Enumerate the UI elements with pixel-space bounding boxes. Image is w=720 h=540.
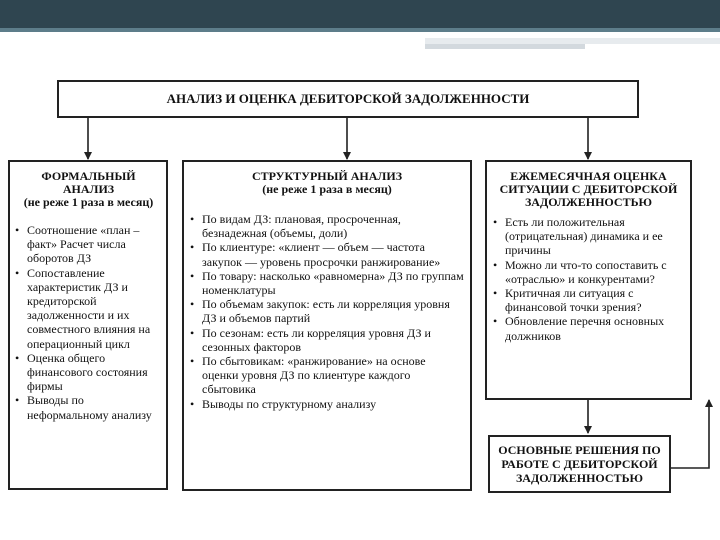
monthly-assessment-title: ЕЖЕМЕСЯЧНАЯ ОЦЕНКА СИТУАЦИИ С ДЕБИТОРСКОЙ ЗАДОЛЖЕННОСТЬЮ <box>499 169 678 209</box>
formal-analysis-box <box>8 160 168 490</box>
main-decisions-box <box>488 435 671 493</box>
list-item: • Обновление перечня основных должников <box>493 314 684 342</box>
header-title: АНАЛИЗ И ОЦЕНКА ДЕБИТОРСКОЙ ЗАДОЛЖЕННОСТИ <box>166 91 530 106</box>
list-item: • По сбытовикам: «ранжирование» на основе оценки уровня ДЗ по клиентуре каждого сбытовика <box>190 354 464 397</box>
structural-analysis-title: СТРУКТУРНЫЙ АНАЛИЗ (не реже 1 раза в месяц) <box>251 169 403 196</box>
list-item: • Соотношение «план – факт» Расчет числа оборотов ДЗ <box>15 223 162 266</box>
list-item: • Есть ли положительная (отрицательная) динамика и ее причины <box>493 215 684 258</box>
list-item: • По товару: насколько «равномерна» ДЗ по группам номенклатуры <box>190 269 464 297</box>
list-item: • Можно ли что-то сопоставить с «отраслью» и конкурентами? <box>493 258 684 286</box>
list-item: • Оценка общего финансового состояния фирмы <box>15 351 162 394</box>
list-item: • Критичная ли ситуация с финансовой точки зрения? <box>493 286 684 314</box>
list-item: • Выводы по неформальному анализу <box>15 393 162 421</box>
list-item: • Сопоставление характеристик ДЗ и кредиторской задолженности и их совместного влияния на операционный цикл <box>15 266 162 351</box>
monthly-assessment-list <box>493 215 684 343</box>
list-item: • По сезонам: есть ли корреляция уровня ДЗ и сезонных факторов <box>190 326 464 354</box>
list-item: • По видам ДЗ: плановая, просроченная, безнадежная (объемы, доли) <box>190 212 464 240</box>
formal-analysis-list <box>15 223 162 422</box>
header-box <box>57 80 639 118</box>
main-decisions-title: ОСНОВНЫЕ РЕШЕНИЯ ПО РАБОТЕ С ДЕБИТОРСКОЙ ЗАДОЛЖЕННОСТЬЮ <box>498 443 661 485</box>
structural-analysis-list <box>190 212 464 411</box>
feedback-loop-line <box>671 400 709 468</box>
list-item: • Выводы по структурному анализу <box>190 397 464 411</box>
monthly-assessment-box <box>485 160 692 400</box>
formal-analysis-title: ФОРМАЛЬНЫЙ АНАЛИЗ (не реже 1 раза в месяц) <box>23 169 154 209</box>
structural-analysis-box <box>182 160 472 491</box>
list-item: • По объемам закупок: есть ли корреляция уровня ДЗ и объемов партий <box>190 297 464 325</box>
list-item: • По клиентуре: «клиент — объем — частота закупок — уровень просрочки ранжирование» <box>190 240 464 268</box>
